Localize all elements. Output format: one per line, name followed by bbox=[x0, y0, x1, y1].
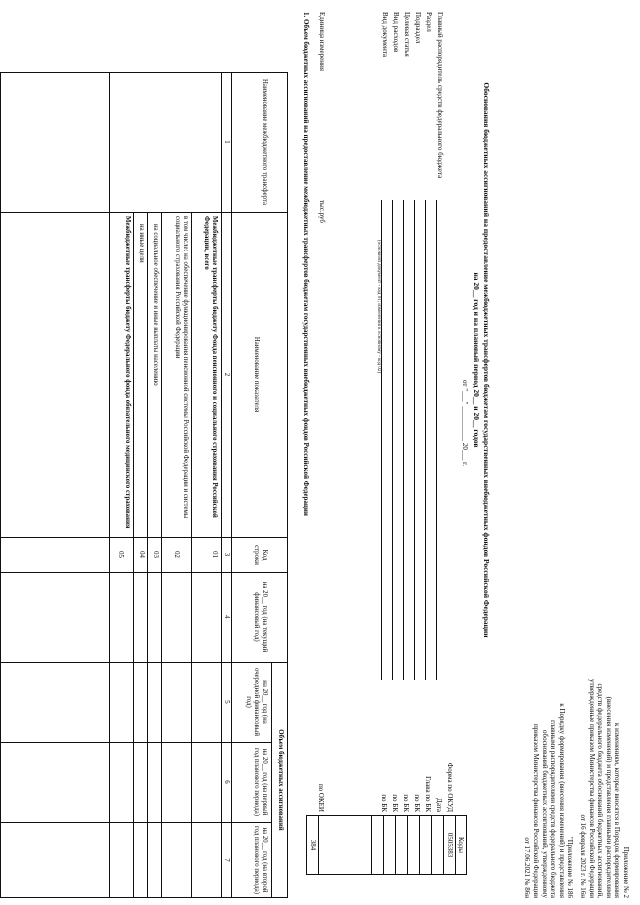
field-underline bbox=[414, 200, 415, 680]
col-num: 4 bbox=[223, 615, 230, 619]
appendix-line: к изменениям, которые вносятся в Порядок формирования bbox=[613, 722, 622, 898]
col-code: Код строки bbox=[252, 545, 268, 565]
budget-table bbox=[0, 72, 288, 898]
row-code: 05 bbox=[117, 551, 124, 558]
col-num: 1 bbox=[223, 140, 230, 144]
field-doc-type: Вид документа bbox=[381, 12, 389, 58]
col-volume: Объем бюджетных ассигнований bbox=[277, 729, 284, 831]
appendix-line: "Приложение № 186 bbox=[566, 836, 575, 898]
appendix-line: главными распорядителями средств федерального бюджета bbox=[549, 720, 558, 898]
section-heading: 1. Объем бюджетных ассигнований на предоставление межбюджетных трансфертов бюджетам государственных внебюджетных фондов Российской Федерации bbox=[302, 12, 310, 516]
okud-label: Форма по ОКУД bbox=[446, 762, 454, 812]
date-label: Дата bbox=[435, 798, 443, 812]
field-expense-type: Вид расходов bbox=[392, 12, 400, 53]
form-title: Обоснования бюджетных ассигнований на предоставление межбюджетных трансфертов бюджетам государственных внебюджетных фондов Российской Федерации bbox=[482, 82, 491, 638]
appendix-line: утвержденные приказом Министерства финансов Российской Федерации bbox=[587, 679, 596, 898]
col-indicator: Наименование показателя bbox=[253, 336, 260, 413]
bk-code bbox=[396, 816, 408, 874]
col-next: на 20__ год (на очередной финансовый год) bbox=[244, 668, 268, 736]
appendix-line: Приложение № 2 bbox=[622, 846, 630, 898]
appendix-line: приказом Министерства финансов Российской Федерации bbox=[532, 724, 541, 898]
row-name: Межбюджетные трансферты бюджету Фонда пенсионного и социального страхования Российской Федерации, всего bbox=[202, 216, 218, 518]
glava-label: Глава по БК bbox=[424, 776, 432, 812]
form-title-period: на 20__ год и на плановый период 20__ и 20__ годов bbox=[472, 272, 481, 448]
appendix-line: средств федерального бюджета обоснований бюджетных ассигнований, bbox=[596, 683, 605, 898]
col-plan2: на 20__ год (на второй год планового периода) bbox=[252, 826, 268, 894]
field-underline bbox=[425, 200, 426, 680]
codes-box bbox=[306, 815, 467, 875]
row-name: на иные цели bbox=[138, 224, 145, 263]
appendix-line: от 17.06.2021 № 86н bbox=[523, 837, 532, 898]
row-code: 01 bbox=[211, 551, 218, 558]
col-current: на 20__ год (на текущий финансовый год) bbox=[252, 581, 268, 653]
col-num: 2 bbox=[223, 372, 230, 377]
glava-code bbox=[420, 816, 432, 874]
field-podrazdel: Подраздел bbox=[414, 12, 422, 44]
field-underline bbox=[403, 200, 404, 680]
row-name: на социальное обеспечение и иные выплаты населению bbox=[152, 224, 159, 386]
col-num: 7 bbox=[223, 858, 230, 862]
appendix-line: к Порядку формирования (внесения изменений) и представления bbox=[557, 703, 566, 898]
codes-spacer bbox=[319, 816, 372, 874]
okud-code: 0505383 bbox=[444, 816, 456, 874]
col-num: 3 bbox=[223, 552, 230, 557]
bk-code bbox=[408, 816, 420, 874]
field-underline bbox=[436, 200, 437, 680]
col-transfer: Наименование межбюджетного трансферта bbox=[261, 79, 268, 205]
unit-value: тыс.руб bbox=[318, 200, 326, 223]
okei-code: 384 bbox=[307, 816, 319, 874]
doc-type-hint: (основной документ - код 01; изменения к основному - код 02) bbox=[376, 240, 381, 374]
field-target: Целевая статья bbox=[403, 12, 411, 57]
col-num: 5 bbox=[223, 700, 230, 704]
field-glava: Главный распорядитель средств федерального бюджета bbox=[436, 12, 444, 179]
appendix-line: (внесения изменений) и представления главными распорядителями bbox=[604, 696, 613, 898]
field-underline bbox=[392, 200, 393, 680]
form-date-line: от "___" __________ 20___ г. bbox=[461, 380, 469, 467]
bk-code bbox=[372, 816, 384, 874]
col-num: 6 bbox=[223, 780, 230, 784]
row-code: 04 bbox=[138, 551, 145, 558]
bk-label: по БК bbox=[380, 794, 388, 812]
bk-label: по БК bbox=[391, 794, 399, 812]
bk-code bbox=[384, 816, 396, 874]
field-razdel: Раздел bbox=[425, 12, 433, 32]
okei-label: по ОКЕИ bbox=[317, 783, 325, 812]
date-code bbox=[432, 816, 444, 874]
appendix-line: от 16 февраля 2023 г. № 16н bbox=[579, 814, 588, 898]
bk-label: по БК bbox=[402, 794, 410, 812]
field-unit: Единица измерения bbox=[318, 12, 326, 71]
row-name: Межбюджетные трансферты бюджету Федерального фонда обязательного медицинского страхования bbox=[124, 216, 131, 529]
field-underline bbox=[381, 200, 382, 680]
row-code: 02 bbox=[173, 551, 180, 558]
bk-label: по БК bbox=[413, 794, 421, 812]
codes-header: Коды bbox=[457, 837, 465, 853]
appendix-line: обоснований бюджетных ассигнований, утвержденному bbox=[540, 730, 549, 898]
row-code: 03 bbox=[152, 551, 159, 558]
appendix-header bbox=[523, 548, 630, 898]
row-name: в том числе: на обеспечение функционирования пенсионной системы Российской Федерации и системы социального страхования Российской Федерации bbox=[173, 216, 189, 519]
col-plan1: на 20__ год (на первый год планового периода) bbox=[252, 748, 268, 816]
